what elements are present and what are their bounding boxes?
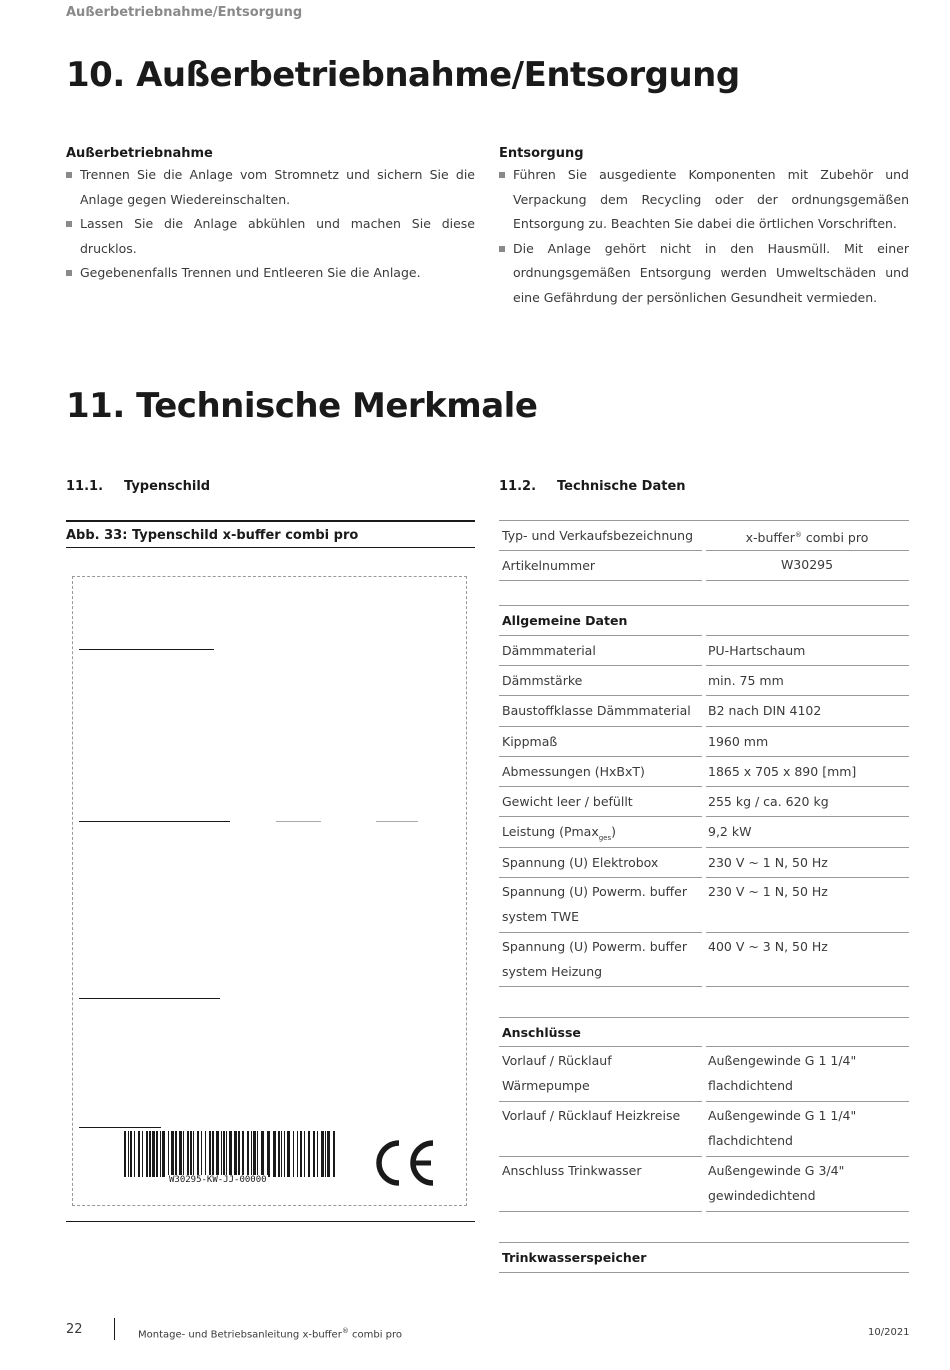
table-row: Dämmstärke min. 75 mm bbox=[499, 666, 909, 696]
section-11-2-number: 11.2. bbox=[499, 479, 537, 494]
table-row: Kippmaß 1960 mm bbox=[499, 727, 909, 757]
barcode-bar bbox=[238, 1131, 240, 1177]
table-row: Artikelnummer W30295 bbox=[499, 551, 909, 581]
table-section-row bbox=[499, 1017, 909, 1047]
barcode-bar bbox=[287, 1131, 290, 1177]
table-row: Vorlauf / Rücklauf Wärmepumpe Außengewinde G 1 1/4" flachdichtend bbox=[499, 1047, 909, 1102]
table-row: Baustoffklasse Dämmmaterial B2 nach DIN 4102 bbox=[499, 696, 909, 727]
type-plate-figure bbox=[72, 576, 467, 1206]
table-row: Typ- und Verkaufsbezeichnung x-buffer® combi pro bbox=[499, 520, 909, 551]
table-row: Spannung (U) Powerm. buffer system TWE 230 V ~ 1 N, 50 Hz bbox=[499, 878, 909, 933]
general-data-heading: Allgemeine Daten bbox=[502, 613, 628, 628]
disposal-heading: Entsorgung bbox=[499, 146, 584, 161]
list-item: Gegebenenfalls Trennen und Entleeren Sie die Anlage. bbox=[66, 261, 475, 286]
barcode-bar bbox=[242, 1131, 244, 1177]
figure-bottom-rule bbox=[66, 1221, 475, 1222]
barcode-bar bbox=[130, 1131, 132, 1177]
ce-mark-icon bbox=[369, 1135, 439, 1191]
bullet-square-icon bbox=[499, 172, 505, 178]
barcode-bar bbox=[149, 1131, 151, 1177]
barcode-bar bbox=[308, 1131, 310, 1177]
plate-divider bbox=[79, 998, 220, 999]
table-section-row bbox=[499, 605, 909, 636]
barcode-bar bbox=[221, 1131, 222, 1177]
barcode-bar bbox=[168, 1131, 169, 1177]
barcode-bar bbox=[187, 1131, 189, 1177]
table-row: Vorlauf / Rücklauf Heizkreise Außengewinde G 1 1/4" flachdichtend bbox=[499, 1102, 909, 1157]
barcode-bar bbox=[171, 1131, 174, 1177]
plate-divider bbox=[376, 821, 418, 822]
barcode bbox=[122, 1131, 342, 1191]
connections-heading: Anschlüsse bbox=[502, 1025, 581, 1040]
barcode-bar bbox=[183, 1131, 184, 1177]
table-section-row bbox=[499, 1242, 909, 1273]
table-row: Spannung (U) Powerm. buffer system Heizung 400 V ~ 3 N, 50 Hz bbox=[499, 933, 909, 987]
barcode-bar bbox=[212, 1131, 214, 1177]
barcode-bar bbox=[325, 1131, 326, 1177]
figure-caption: Abb. 33: Typenschild x-buffer combi pro bbox=[66, 520, 475, 548]
section-11-2-title: Technische Daten bbox=[557, 479, 686, 494]
list-item: Führen Sie ausgediente Komponenten mit Zubehör und Verpackung dem Recycling oder der ordnungsgemäßen Entsorgung zu. Beachten Sie dabei die örtlichen Vorschriften. bbox=[499, 163, 909, 237]
barcode-bar bbox=[293, 1131, 294, 1177]
barcode-bars bbox=[122, 1131, 342, 1177]
barcode-bar bbox=[152, 1131, 155, 1177]
barcode-bar bbox=[142, 1131, 143, 1177]
table-row: Abmessungen (HxBxT) 1865 x 705 x 890 [mm] bbox=[499, 757, 909, 787]
barcode-bar bbox=[134, 1131, 135, 1177]
barcode-bar bbox=[304, 1131, 305, 1177]
disposal-section bbox=[499, 146, 909, 310]
plate-divider bbox=[79, 821, 230, 822]
barcode-bar bbox=[300, 1131, 302, 1177]
list-item: Lassen Sie die Anlage abkühlen und machen Sie diese drucklos. bbox=[66, 212, 475, 261]
barcode-bar bbox=[273, 1131, 276, 1177]
barcode-bar bbox=[138, 1131, 140, 1177]
table-row: Spannung (U) Elektrobox 230 V ~ 1 N, 50 Hz bbox=[499, 848, 909, 878]
footer-date: 10/2021 bbox=[868, 1327, 910, 1338]
barcode-bar bbox=[251, 1131, 252, 1177]
power-label: Leistung (Pmax$_{ges}$) bbox=[502, 824, 617, 842]
bullet-square-icon bbox=[66, 172, 72, 178]
decommissioning-list bbox=[66, 163, 475, 286]
barcode-bar bbox=[229, 1131, 232, 1177]
bullet-square-icon bbox=[499, 246, 505, 252]
barcode-bar bbox=[278, 1131, 280, 1177]
barcode-bar bbox=[317, 1131, 318, 1177]
table-row: Gewicht leer / befüllt 255 kg / ca. 620 kg bbox=[499, 787, 909, 817]
footer-divider bbox=[114, 1318, 115, 1340]
barcode-bar bbox=[267, 1131, 270, 1177]
bullet-square-icon bbox=[66, 270, 72, 276]
chapter-10-title: 10. Außerbetriebnahme/Entsorgung bbox=[66, 55, 740, 95]
barcode-bar bbox=[253, 1131, 256, 1177]
table-row: Anschluss Trinkwasser Außengewinde G 3/4" gewindedichtend bbox=[499, 1157, 909, 1212]
barcode-bar bbox=[146, 1131, 148, 1177]
footer-title: Montage- und Betriebsanleitung x-buffer® combi pro bbox=[138, 1327, 403, 1341]
section-11-1-title: Typenschild bbox=[124, 479, 211, 494]
table-row: Dämmmaterial PU-Hartschaum bbox=[499, 636, 909, 666]
barcode-bar bbox=[179, 1131, 182, 1177]
barcode-bar bbox=[226, 1131, 227, 1177]
barcode-bar bbox=[223, 1131, 225, 1177]
list-item: Trennen Sie die Anlage vom Stromnetz und sichern Sie die Anlage gegen Wiedereinschalten. bbox=[66, 163, 475, 212]
barcode-bar bbox=[281, 1131, 282, 1177]
barcode-text: W30295-KW-JJ-00000 bbox=[169, 1175, 267, 1185]
decommissioning-section bbox=[66, 146, 475, 286]
barcode-bar bbox=[201, 1131, 202, 1177]
barcode-bar bbox=[190, 1131, 192, 1177]
barcode-bar bbox=[321, 1131, 324, 1177]
barcode-bar bbox=[333, 1131, 335, 1177]
list-item: Die Anlage gehört nicht in den Hausmüll. Mit einer ordnungsgemäßen Entsorgung werden Umweltschäden und eine Gefährdung der persönlichen Gesundheit vermieden. bbox=[499, 237, 909, 311]
barcode-bar bbox=[205, 1131, 206, 1177]
decommissioning-heading: Außerbetriebnahme bbox=[66, 146, 213, 161]
table-row: Leistung (Pmax$_{ges}$) 9,2 kW bbox=[499, 817, 909, 848]
barcode-bar bbox=[160, 1131, 161, 1177]
barcode-bar bbox=[247, 1131, 249, 1177]
page-number: 22 bbox=[66, 1322, 83, 1337]
storage-heading: Trinkwasserspeicher bbox=[502, 1250, 647, 1265]
barcode-bar bbox=[124, 1131, 126, 1177]
barcode-bar bbox=[162, 1131, 165, 1177]
barcode-bar bbox=[257, 1131, 258, 1177]
product-name: x-buffer® combi pro bbox=[745, 530, 869, 546]
chapter-11-title: 11. Technische Merkmale bbox=[66, 386, 538, 426]
plate-divider bbox=[79, 649, 214, 650]
running-header: Außerbetriebnahme/Entsorgung bbox=[66, 5, 303, 20]
bullet-square-icon bbox=[66, 221, 72, 227]
barcode-bar bbox=[128, 1131, 129, 1177]
section-11-1-number: 11.1. bbox=[66, 479, 104, 494]
disposal-list bbox=[499, 163, 909, 310]
plate-divider bbox=[79, 1127, 161, 1128]
barcode-bar bbox=[193, 1131, 194, 1177]
barcode-bar bbox=[327, 1131, 330, 1177]
barcode-bar bbox=[284, 1131, 285, 1177]
barcode-bar bbox=[261, 1131, 264, 1177]
barcode-bar bbox=[313, 1131, 315, 1177]
barcode-bar bbox=[156, 1131, 158, 1177]
barcode-bar bbox=[197, 1131, 199, 1177]
barcode-bar bbox=[175, 1131, 177, 1177]
barcode-bar bbox=[297, 1131, 298, 1177]
barcode-bar bbox=[216, 1131, 219, 1177]
barcode-bar bbox=[234, 1131, 237, 1177]
barcode-bar bbox=[209, 1131, 211, 1177]
plate-divider bbox=[276, 821, 321, 822]
